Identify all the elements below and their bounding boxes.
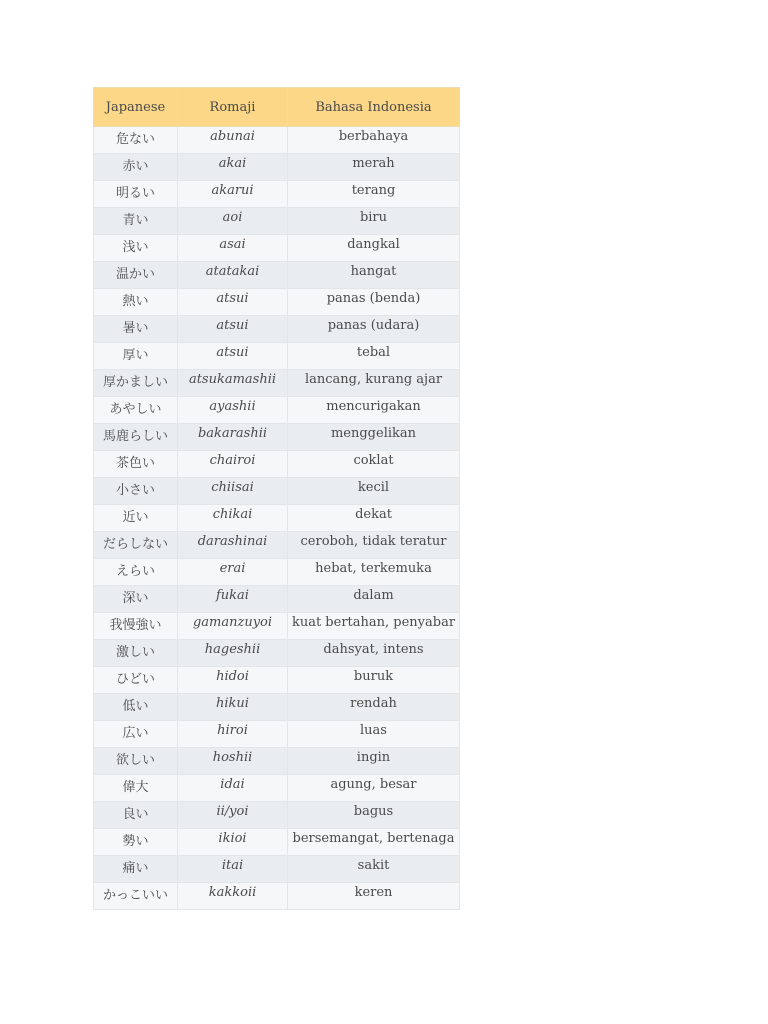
- cell-japanese: 広い: [94, 721, 178, 748]
- cell-indonesian: dahsyat, intens: [288, 640, 460, 667]
- cell-romaji: asai: [178, 235, 288, 262]
- cell-romaji: idai: [178, 775, 288, 802]
- table-row: [94, 856, 460, 883]
- table-row: [94, 775, 460, 802]
- header-bahasa-indonesia: Bahasa Indonesia: [288, 88, 460, 127]
- table-row: [94, 262, 460, 289]
- cell-indonesian: merah: [288, 154, 460, 181]
- cell-romaji: darashinai: [178, 532, 288, 559]
- cell-romaji: hidoi: [178, 667, 288, 694]
- cell-japanese: ひどい: [94, 667, 178, 694]
- cell-indonesian: hebat, terkemuka: [288, 559, 460, 586]
- cell-japanese: 浅い: [94, 235, 178, 262]
- cell-japanese: 近い: [94, 505, 178, 532]
- cell-indonesian: agung, besar: [288, 775, 460, 802]
- cell-indonesian: rendah: [288, 694, 460, 721]
- table-row: [94, 721, 460, 748]
- cell-romaji: ikioi: [178, 829, 288, 856]
- table-row: [94, 208, 460, 235]
- cell-japanese: 厚かましい: [94, 370, 178, 397]
- cell-japanese: 低い: [94, 694, 178, 721]
- cell-romaji: atsui: [178, 316, 288, 343]
- cell-romaji: atatakai: [178, 262, 288, 289]
- table-row: [94, 802, 460, 829]
- cell-indonesian: buruk: [288, 667, 460, 694]
- cell-japanese: 赤い: [94, 154, 178, 181]
- cell-japanese: 危ない: [94, 127, 178, 154]
- cell-romaji: hiroi: [178, 721, 288, 748]
- cell-indonesian: dekat: [288, 505, 460, 532]
- cell-indonesian: menggelikan: [288, 424, 460, 451]
- table-row: [94, 694, 460, 721]
- cell-romaji: chiisai: [178, 478, 288, 505]
- cell-indonesian: ingin: [288, 748, 460, 775]
- cell-japanese: 勢い: [94, 829, 178, 856]
- cell-romaji: gamanzuyoi: [178, 613, 288, 640]
- table-header: [94, 88, 460, 127]
- cell-indonesian: biru: [288, 208, 460, 235]
- cell-indonesian: luas: [288, 721, 460, 748]
- cell-indonesian: dangkal: [288, 235, 460, 262]
- cell-japanese: 偉大: [94, 775, 178, 802]
- header-japanese: Japanese: [94, 88, 178, 127]
- cell-indonesian: hangat: [288, 262, 460, 289]
- table-row: [94, 613, 460, 640]
- cell-japanese: 茶色い: [94, 451, 178, 478]
- cell-romaji: bakarashii: [178, 424, 288, 451]
- table-row: [94, 478, 460, 505]
- table-row: [94, 424, 460, 451]
- cell-indonesian: ceroboh, tidak teratur: [288, 532, 460, 559]
- table-row: [94, 235, 460, 262]
- cell-japanese: 熱い: [94, 289, 178, 316]
- cell-indonesian: kecil: [288, 478, 460, 505]
- table-row: [94, 127, 460, 154]
- cell-japanese: 厚い: [94, 343, 178, 370]
- header-romaji: Romaji: [178, 88, 288, 127]
- cell-japanese: えらい: [94, 559, 178, 586]
- cell-indonesian: terang: [288, 181, 460, 208]
- table-row: [94, 829, 460, 856]
- cell-indonesian: mencurigakan: [288, 397, 460, 424]
- cell-romaji: atsui: [178, 343, 288, 370]
- cell-indonesian: panas (benda): [288, 289, 460, 316]
- cell-romaji: chikai: [178, 505, 288, 532]
- cell-indonesian: kuat bertahan, penyabar: [288, 613, 460, 640]
- table-row: [94, 397, 460, 424]
- cell-romaji: kakkoii: [178, 883, 288, 910]
- table-row: [94, 154, 460, 181]
- table-row: [94, 505, 460, 532]
- cell-romaji: akarui: [178, 181, 288, 208]
- table-row: [94, 883, 460, 910]
- cell-japanese: かっこいい: [94, 883, 178, 910]
- cell-romaji: hoshii: [178, 748, 288, 775]
- cell-romaji: hageshii: [178, 640, 288, 667]
- cell-indonesian: tebal: [288, 343, 460, 370]
- cell-romaji: fukai: [178, 586, 288, 613]
- cell-japanese: 良い: [94, 802, 178, 829]
- cell-japanese: 暑い: [94, 316, 178, 343]
- cell-romaji: itai: [178, 856, 288, 883]
- cell-japanese: 明るい: [94, 181, 178, 208]
- cell-japanese: だらしない: [94, 532, 178, 559]
- cell-indonesian: coklat: [288, 451, 460, 478]
- header-row: [94, 88, 460, 127]
- cell-japanese: 馬鹿らしい: [94, 424, 178, 451]
- cell-indonesian: lancang, kurang ajar: [288, 370, 460, 397]
- cell-indonesian: berbahaya: [288, 127, 460, 154]
- cell-romaji: chairoi: [178, 451, 288, 478]
- cell-romaji: ii/yoi: [178, 802, 288, 829]
- cell-japanese: 我慢強い: [94, 613, 178, 640]
- cell-romaji: aoi: [178, 208, 288, 235]
- table-row: [94, 586, 460, 613]
- cell-romaji: erai: [178, 559, 288, 586]
- table-row: [94, 343, 460, 370]
- cell-japanese: あやしい: [94, 397, 178, 424]
- cell-indonesian: bagus: [288, 802, 460, 829]
- cell-romaji: atsukamashii: [178, 370, 288, 397]
- cell-japanese: 痛い: [94, 856, 178, 883]
- cell-japanese: 激しい: [94, 640, 178, 667]
- table-row: [94, 559, 460, 586]
- cell-japanese: 欲しい: [94, 748, 178, 775]
- cell-japanese: 青い: [94, 208, 178, 235]
- table-row: [94, 451, 460, 478]
- cell-japanese: 深い: [94, 586, 178, 613]
- cell-romaji: ayashii: [178, 397, 288, 424]
- cell-romaji: abunai: [178, 127, 288, 154]
- table-row: [94, 667, 460, 694]
- table-row: [94, 181, 460, 208]
- table-row: [94, 532, 460, 559]
- table-row: [94, 748, 460, 775]
- cell-japanese: 温かい: [94, 262, 178, 289]
- table-body: [94, 127, 460, 910]
- cell-indonesian: bersemangat, bertenaga: [288, 829, 460, 856]
- cell-romaji: akai: [178, 154, 288, 181]
- cell-indonesian: panas (udara): [288, 316, 460, 343]
- table-row: [94, 370, 460, 397]
- cell-indonesian: dalam: [288, 586, 460, 613]
- cell-japanese: 小さい: [94, 478, 178, 505]
- vocabulary-table: [93, 87, 460, 910]
- table-row: [94, 640, 460, 667]
- cell-romaji: atsui: [178, 289, 288, 316]
- cell-romaji: hikui: [178, 694, 288, 721]
- table-row: [94, 289, 460, 316]
- table-row: [94, 316, 460, 343]
- cell-indonesian: sakit: [288, 856, 460, 883]
- cell-indonesian: keren: [288, 883, 460, 910]
